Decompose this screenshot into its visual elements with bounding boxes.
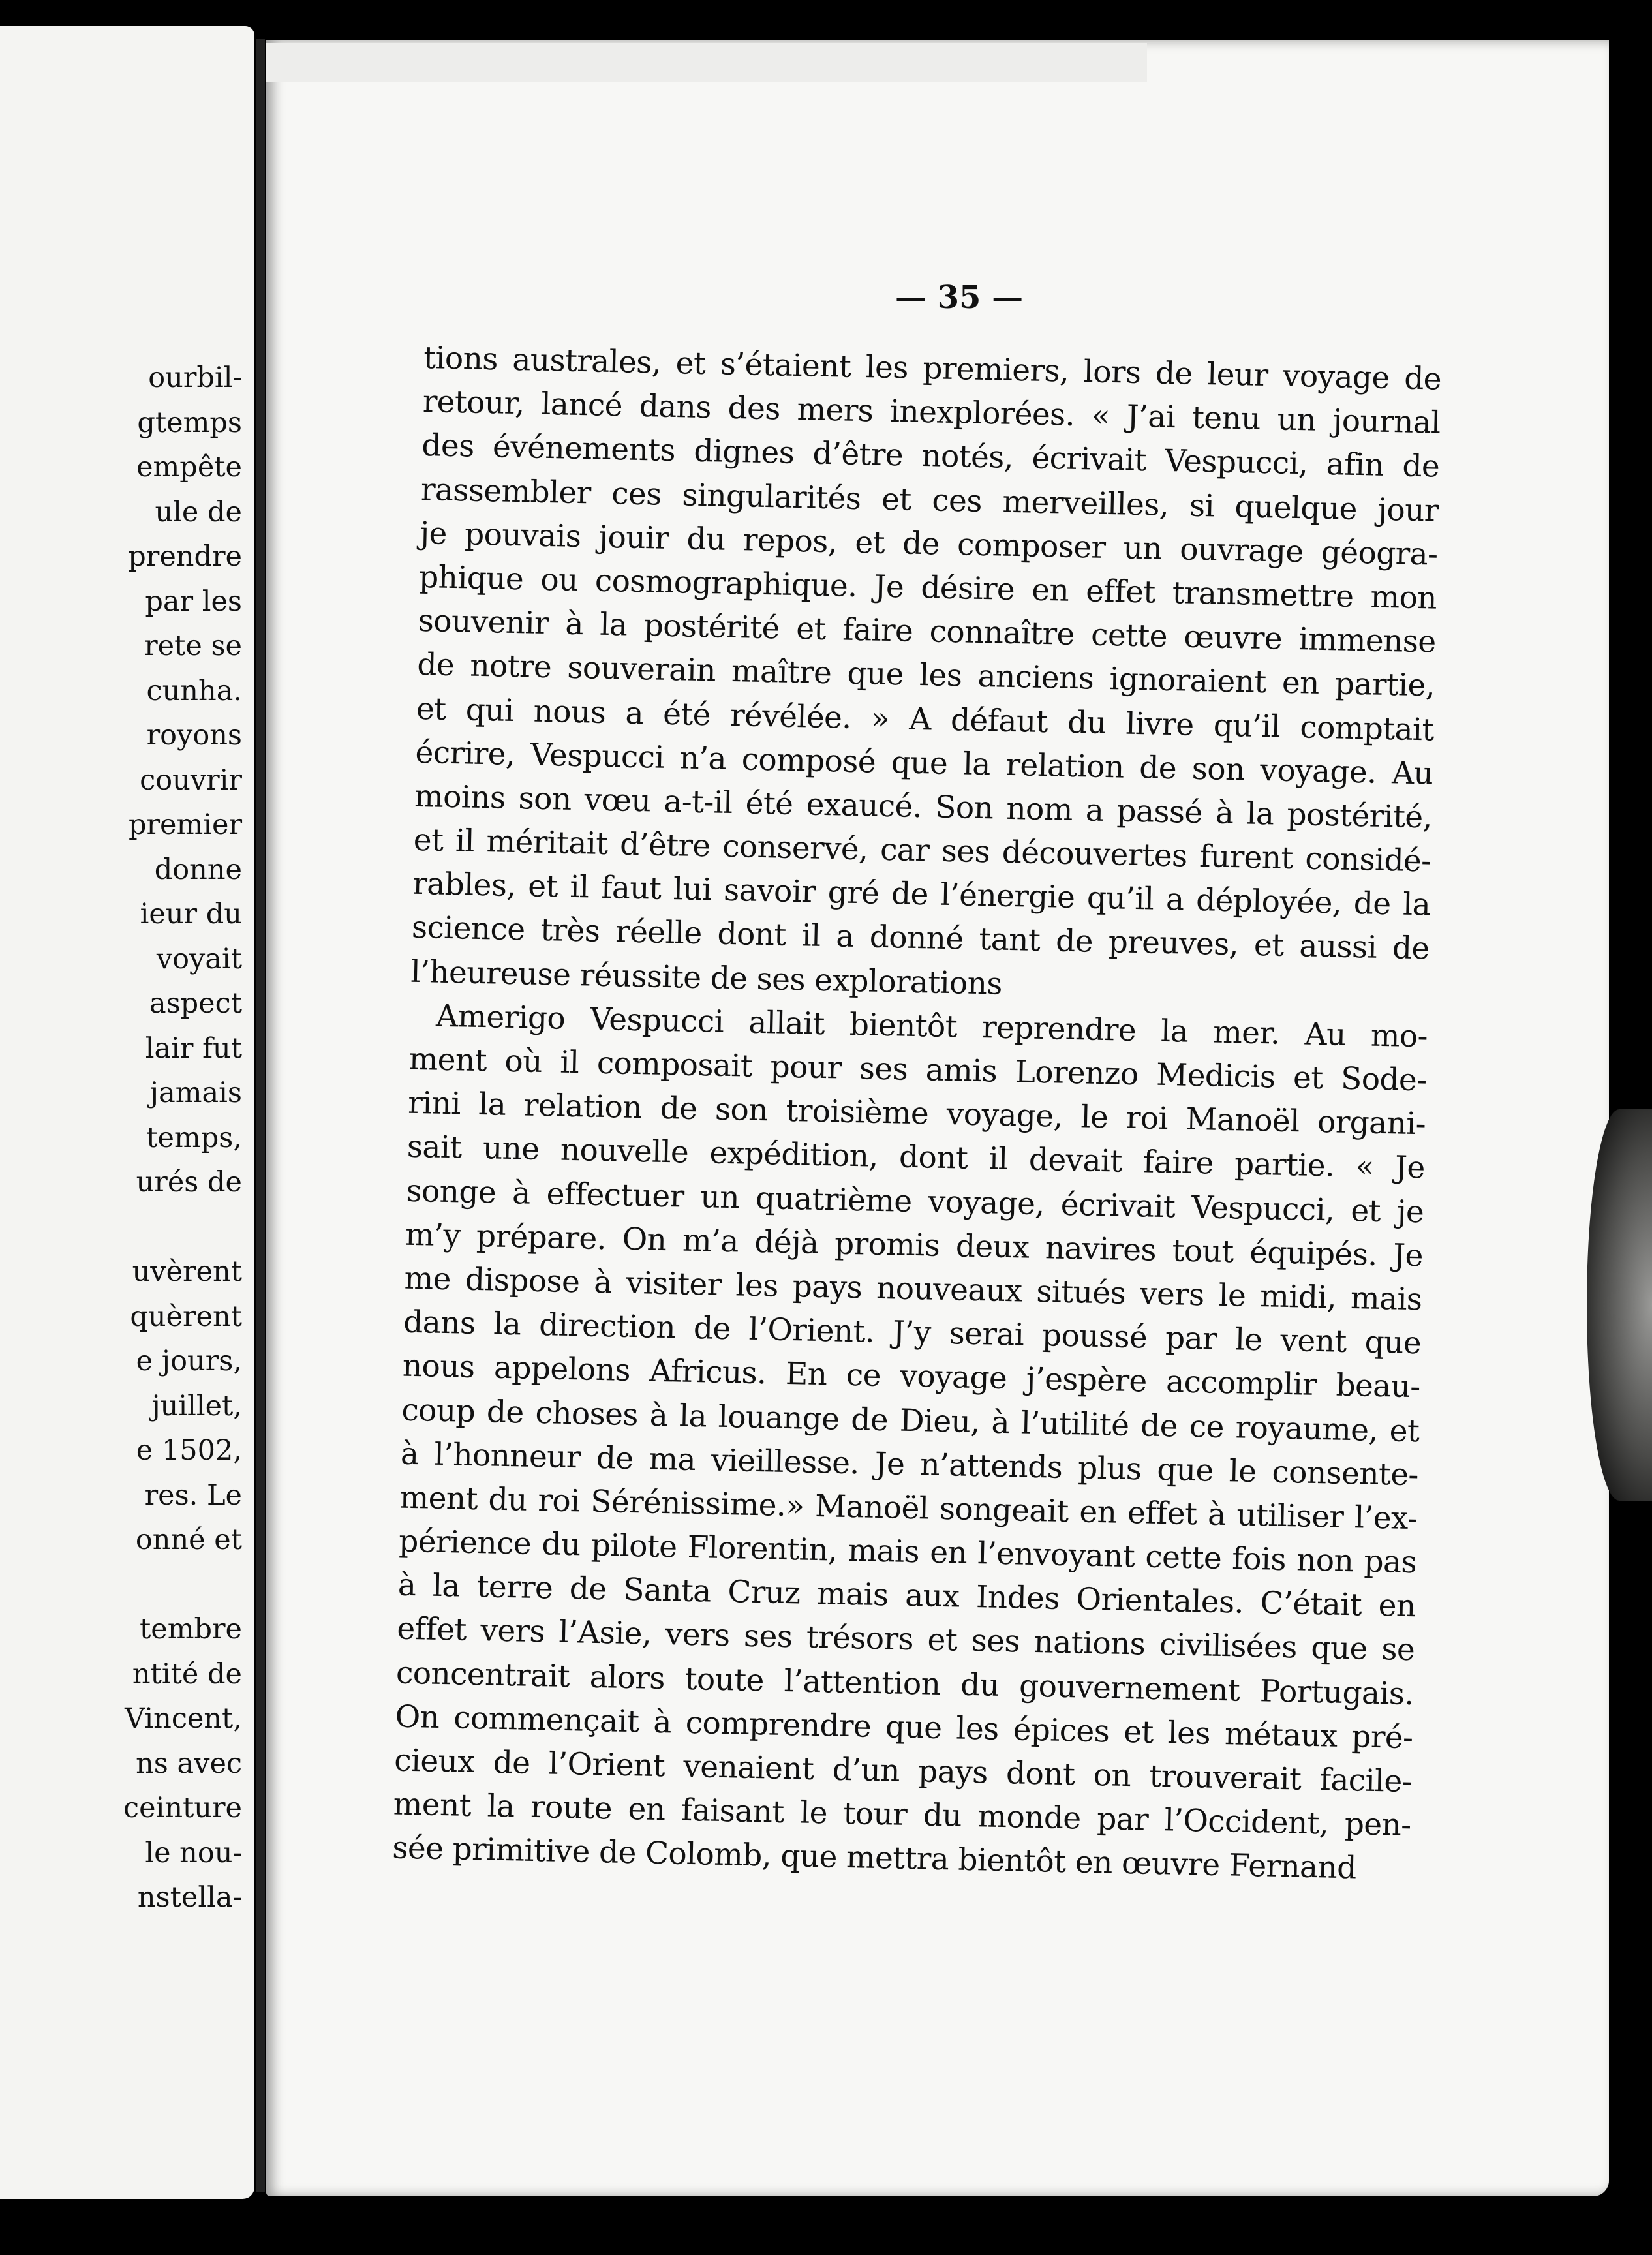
- text-line: ment la route en faisant le tour du monde par l’Occident, pen-: [393, 1786, 1412, 1844]
- left-text-line: [0, 1563, 251, 1608]
- left-text-line: uvèrent: [132, 1255, 242, 1288]
- left-text-line: empête: [136, 451, 242, 483]
- left-text-line: urés de: [136, 1166, 242, 1199]
- text-line: rassembler ces singularités et ces merveilles, si quelque jour: [420, 471, 1439, 529]
- left-facing-page: [0, 26, 254, 2199]
- left-text-line: jamais: [149, 1077, 242, 1109]
- left-text-line: rete se: [144, 630, 242, 662]
- left-text-line: ceinture: [123, 1792, 242, 1824]
- text-line: périence du pilote Florentin, mais en l’envoyant cette fois non pas: [398, 1523, 1417, 1581]
- left-text-line: Vincent,: [125, 1702, 242, 1735]
- text-line: des événements dignes d’être notés, écrivait Vespucci, afin de: [421, 427, 1440, 485]
- text-line: souvenir à la postérité et faire connaître cette œuvre immense: [418, 603, 1437, 660]
- text-line: On commençait à comprendre que les épices et les métaux pré-: [395, 1698, 1413, 1756]
- left-text-line: par les: [145, 585, 242, 618]
- text-line: me dispose à visiter les pays nouveaux situés vers le midi, mais: [404, 1260, 1422, 1318]
- left-text-line: temps,: [146, 1121, 242, 1154]
- text-line: moins son vœu a-t-il été exaucé. Son nom a passé à la postérité,: [414, 778, 1433, 836]
- text-line: et qui nous a été révélée. » A défaut du livre qu’il comptait: [416, 690, 1435, 748]
- left-text-line: premier: [128, 808, 242, 841]
- text-line: Amerigo Vespucci allait bientôt reprendre la mer. Au mo-: [435, 998, 1428, 1055]
- text-line: concentrait alors toute l’attention du gouvernement Portugais.: [395, 1655, 1415, 1712]
- text-line: sait une nouvelle expédition, dont il devait faire partie. « Je: [406, 1129, 1426, 1186]
- body-text: [392, 336, 1442, 1892]
- left-text-line: ieur du: [140, 898, 242, 930]
- left-text-line: cunha.: [146, 674, 242, 707]
- text-line: de notre souverain maître que les anciens ignoraient en partie,: [416, 647, 1435, 704]
- left-page-text: [0, 356, 251, 1920]
- text-line: je pouvais jouir du repos, et de composer un ouvrage géogra-: [420, 515, 1438, 573]
- left-text-line: res. Le: [144, 1479, 242, 1512]
- text-line: songe à effectuer un quatrième voyage, écrivait Vespucci, et je: [405, 1173, 1424, 1230]
- left-text-line: ntité de: [132, 1657, 242, 1691]
- text-line: ment du roi Sérénissime.» Manoël songeait en effet à utiliser l’ex-: [399, 1479, 1418, 1537]
- text-line: tions australes, et s’étaient les premiers, lors de leur voyage de: [423, 339, 1442, 397]
- page-top-edge: [266, 43, 1147, 82]
- left-text-line: e 1502,: [136, 1434, 242, 1467]
- left-text-line: nstella-: [137, 1881, 242, 1914]
- left-text-line: donne: [154, 853, 242, 886]
- text-line: retour, lancé dans des mers inexplorées. « J’ai tenu un journal: [422, 384, 1441, 441]
- text-line: l’heureuse réussite de ses explorations: [410, 953, 1003, 1002]
- text-line: nous appelons Africus. En ce voyage j’espère accomplir beau-: [402, 1347, 1421, 1405]
- left-text-line: lair fut: [145, 1032, 242, 1065]
- left-text-line: tembre: [139, 1613, 242, 1646]
- book-gutter: [256, 39, 265, 2192]
- left-text-line: le nou-: [145, 1836, 242, 1869]
- page-number: — 35 —: [895, 279, 1024, 316]
- scan-artifact: [1587, 1109, 1652, 1501]
- text-line: rini la relation de son troisième voyage, le roi Manoël organi-: [407, 1084, 1426, 1143]
- text-line: dans la direction de l’Orient. J’y serai poussé par le vent que: [403, 1304, 1422, 1362]
- text-line: et il méritait d’être conservé, car ses découvertes furent considé-: [413, 821, 1432, 880]
- text-line: sée primitive de Colomb, que mettra bientôt en œuvre Fernand: [391, 1830, 1357, 1886]
- left-text-line: royons: [146, 719, 242, 752]
- text-line: à l’honneur de ma vieillesse. Je n’attends plus que le consente-: [400, 1435, 1419, 1493]
- left-text-line: aspect: [149, 987, 242, 1020]
- left-text-line: quèrent: [130, 1300, 242, 1333]
- left-text-line: voyait: [156, 942, 242, 975]
- text-line: phique ou cosmographique. Je désire en effet transmettre mon: [418, 559, 1437, 617]
- left-text-line: juillet,: [151, 1389, 242, 1422]
- text-line: coup de choses à la louange de Dieu, à l’utilité de ce royaume, et: [401, 1392, 1420, 1449]
- text-line: à la terre de Santa Cruz mais aux Indes Orientales. C’était en: [397, 1567, 1416, 1625]
- text-line: science très réelle dont il a donné tant de preuves, et aussi de: [411, 910, 1430, 967]
- left-text-line: gtemps: [137, 406, 242, 439]
- left-text-line: couvrir: [140, 763, 242, 797]
- left-text-line: ule de: [155, 495, 242, 529]
- left-text-line: prendre: [128, 540, 242, 573]
- text-line: rables, et il faut lui savoir gré de l’énergie qu’il a déployée, de la: [412, 866, 1431, 923]
- text-line: ment où il composait pour ses amis Lorenzo Medicis et Sode-: [408, 1041, 1428, 1099]
- text-line: effet vers l’Asie, vers ses trésors et ses nations civilisées que se: [396, 1611, 1415, 1668]
- left-text-line: ourbil-: [148, 361, 242, 394]
- left-text-line: e jours,: [136, 1345, 242, 1377]
- text-line: cieux de l’Orient venaient d’un pays dont on trouverait facile-: [393, 1742, 1413, 1800]
- left-text-line: [0, 1205, 251, 1250]
- left-text-line: ns avec: [136, 1747, 242, 1780]
- text-line: écrire, Vespucci n’a composé que la relation de son voyage. Au: [415, 734, 1433, 792]
- left-text-line: onné et: [135, 1524, 242, 1556]
- text-line: m’y prépare. On m’a déjà promis deux navires tout équipés. Je: [405, 1216, 1424, 1274]
